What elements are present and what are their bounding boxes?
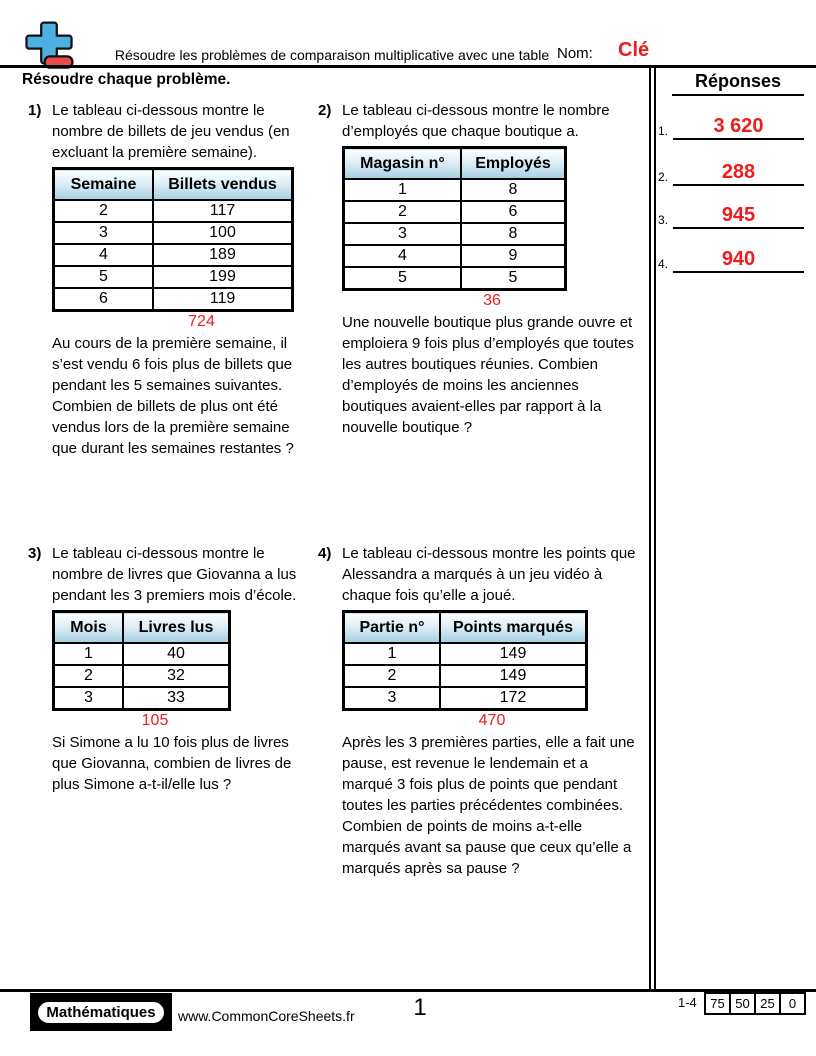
table-cell: 149 — [440, 643, 587, 665]
answer-value: 288 — [721, 161, 756, 183]
table-cell: 100 — [153, 222, 293, 244]
table-cell: 2 — [344, 665, 441, 687]
table-sum: 724 — [188, 313, 215, 330]
table-header-row — [54, 612, 230, 644]
table-cell: 5 — [54, 266, 154, 288]
table-header-cell: Points marqués — [440, 612, 587, 644]
table-cell: 40 — [123, 643, 230, 665]
table-cell: 4 — [344, 245, 462, 267]
table-cell: 3 — [344, 223, 462, 245]
problem-4 — [318, 543, 642, 879]
problem-2 — [318, 100, 642, 438]
table-row — [344, 223, 566, 245]
table-cell: 5 — [344, 267, 462, 290]
problem-intro: Le tableau ci-dessous montre le nombre de billets de jeu vendus (en excluant la première semaine). — [52, 102, 290, 161]
problem-number: 4) — [318, 545, 332, 562]
table-cell: 189 — [153, 244, 293, 266]
table-sum: 36 — [483, 292, 501, 309]
answer-number: 2. — [658, 170, 669, 184]
table-row — [54, 200, 293, 222]
table-cell: 5 — [461, 267, 566, 290]
answer-value: 940 — [721, 248, 756, 270]
table-row — [344, 665, 587, 687]
table-header-cell: Mois — [54, 612, 124, 644]
table-row — [344, 201, 566, 223]
table-cell: 32 — [123, 665, 230, 687]
answer-item-4 — [658, 245, 804, 273]
table-cell: 4 — [54, 244, 154, 266]
problem-question: Après les 3 premières parties, elle a fait une pause, est revenue le lendemain et a marqué 3 fois plus de points que pendant toutes les parties précédentes combinées. Combien de points de moins a-t-elle marqués avant sa pause que ceux qu’elle a marqués après sa pause ? — [342, 734, 635, 877]
table-cell: 2 — [54, 200, 154, 222]
table-cell: 2 — [344, 201, 462, 223]
table-sum: 470 — [478, 712, 506, 729]
table-cell: 8 — [461, 223, 566, 245]
problem-number: 3) — [28, 545, 42, 562]
table-row — [344, 687, 587, 710]
data-table — [52, 610, 231, 711]
table-header-cell: Magasin n° — [344, 148, 462, 180]
table-row — [344, 643, 587, 665]
table-cell: 3 — [54, 687, 124, 710]
answer-number: 3. — [658, 213, 669, 227]
table-row — [54, 288, 293, 311]
worksheet-title: Résoudre les problèmes de comparaison multiplicative avec une table — [114, 47, 550, 63]
data-table — [342, 610, 588, 711]
problem-1 — [28, 100, 316, 459]
footer-rule — [0, 989, 816, 992]
problem-number: 1) — [28, 102, 42, 119]
table-row — [54, 222, 293, 244]
answer-line — [673, 160, 804, 186]
site-url: www.CommonCoreSheets.fr — [178, 1008, 355, 1024]
table-cell: 33 — [123, 687, 230, 710]
instructions: Résoudre chaque problème. — [22, 71, 231, 88]
table-cell: 117 — [153, 200, 293, 222]
answer-item-2 — [658, 158, 804, 186]
problem-3 — [28, 543, 316, 795]
answer-line — [673, 203, 804, 229]
problem-intro: Le tableau ci-dessous montre les points que Alessandra a marqués à un jeu vidéo à chaque fois qu’elle a joué. — [342, 545, 636, 604]
table-sum: 105 — [141, 712, 169, 729]
table-row — [54, 665, 230, 687]
table-header-row — [344, 148, 566, 180]
table-header-cell: Billets vendus — [153, 169, 293, 201]
name-value: Clé — [618, 39, 650, 61]
table-row — [54, 687, 230, 710]
table-row — [344, 267, 566, 290]
score-cell: 25 — [755, 993, 780, 1014]
table-cell: 6 — [54, 288, 154, 311]
data-table — [52, 167, 294, 312]
problem-range: 1-4 — [678, 995, 697, 1010]
table-row — [344, 245, 566, 267]
answer-number: 4. — [658, 257, 669, 271]
score-table — [704, 992, 806, 1015]
table-cell: 1 — [344, 179, 462, 201]
score-cell: 50 — [730, 993, 755, 1014]
answer-value: 3 620 — [713, 115, 764, 137]
table-row — [54, 244, 293, 266]
answer-item-1 — [658, 112, 804, 140]
table-header-cell: Semaine — [54, 169, 154, 201]
table-row — [54, 266, 293, 288]
table-header-row — [54, 169, 293, 201]
score-row — [705, 993, 805, 1014]
answer-line — [673, 247, 804, 273]
brand-label: Mathématiques — [36, 1000, 165, 1025]
problem-intro: Le tableau ci-dessous montre le nombre d’employés que chaque boutique a. — [342, 102, 610, 140]
score-cell: 0 — [780, 993, 805, 1014]
name-label: Nom: — [557, 45, 593, 62]
data-table — [342, 146, 567, 291]
table-cell: 1 — [344, 643, 441, 665]
page-number: 1 — [413, 994, 427, 1021]
table-cell: 172 — [440, 687, 587, 710]
problem-question: Une nouvelle boutique plus grande ouvre et emploiera 9 fois plus d’employés que toutes les autres boutiques réunies. Combien d’employés de moins les anciennes boutiques avaient-elles par rapport à la nouvelle boutique ? — [342, 314, 634, 436]
problem-intro: Le tableau ci-dessous montre le nombre de livres que Giovanna a lus pendant les 3 premiers mois d’école. — [52, 545, 297, 604]
answer-item-3 — [658, 201, 804, 229]
table-cell: 199 — [153, 266, 293, 288]
table-cell: 8 — [461, 179, 566, 201]
problem-question: Au cours de la première semaine, il s’est vendu 6 fois plus de billets que pendant les 5 semaines suivantes. Combien de billets de plus ont été vendus lors de la première semaine que durant les semaines restantes ? — [52, 335, 294, 457]
table-row — [54, 643, 230, 665]
score-cell: 75 — [705, 993, 730, 1014]
table-header-cell: Livres lus — [123, 612, 230, 644]
answer-number: 1. — [658, 124, 669, 138]
table-cell: 119 — [153, 288, 293, 311]
table-cell: 149 — [440, 665, 587, 687]
table-cell: 6 — [461, 201, 566, 223]
table-cell: 3 — [54, 222, 154, 244]
table-cell: 3 — [344, 687, 441, 710]
answer-value: 945 — [721, 204, 756, 226]
table-header-cell: Partie n° — [344, 612, 441, 644]
problem-question: Si Simone a lu 10 fois plus de livres que Giovanna, combien de livres de plus Simone a-t-il/elle lus ? — [52, 734, 292, 793]
answers-separator — [649, 68, 656, 989]
answer-line — [673, 114, 804, 140]
table-header-row — [344, 612, 587, 644]
table-cell: 2 — [54, 665, 124, 687]
header-rule — [0, 65, 816, 68]
table-cell: 1 — [54, 643, 124, 665]
answers-heading: Réponses — [672, 71, 804, 96]
table-row — [344, 179, 566, 201]
table-cell: 9 — [461, 245, 566, 267]
table-header-cell: Employés — [461, 148, 566, 180]
problem-number: 2) — [318, 102, 332, 119]
